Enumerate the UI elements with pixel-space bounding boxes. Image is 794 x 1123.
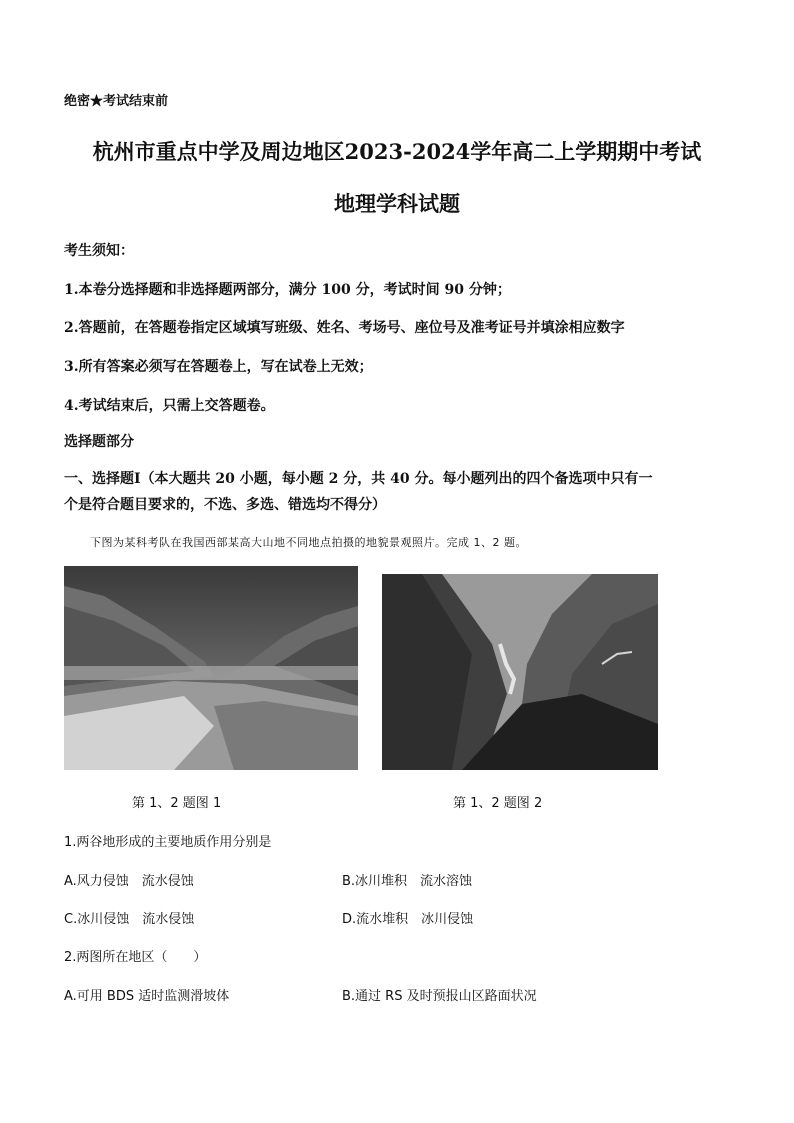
section-heading-line2: 个是符合题目要求的，不选、多选、错选均不得分） <box>64 497 386 513</box>
notice-item: 3.所有答案必须写在答题卷上，写在试卷上无效； <box>64 359 373 375</box>
figure-1-photo <box>64 566 358 770</box>
glacial-valley-image <box>64 566 358 770</box>
figure-1-caption: 第 1、2 题图 1 <box>132 796 222 811</box>
question-intro: 下图为某科考队在我国西部某高大山地不同地点拍摄的地貌景观照片。完成 1、2 题。 <box>90 536 527 549</box>
question-2-option-b: B.通过 RS 及时预报山区路面状况 <box>342 989 537 1004</box>
subject-title: 地理学科试题 <box>334 191 460 216</box>
notice-item: 4.考试结束后，只需上交答题卷。 <box>64 398 275 414</box>
question-2-option-a: A.可用 BDS 适时监测滑坡体 <box>64 989 230 1004</box>
river-valley-image <box>382 574 658 770</box>
question-1-option-a: A.风力侵蚀 流水侵蚀 <box>64 874 194 889</box>
question-1-stem: 1.两谷地形成的主要地质作用分别是 <box>64 835 272 850</box>
notice-heading: 考生须知： <box>64 243 134 259</box>
notice-item: 1.本卷分选择题和非选择题两部分，满分 100 分，考试时间 90 分钟； <box>64 282 511 298</box>
notice-item: 2.答题前，在答题卷指定区域填写班级、姓名、考场号、座位号及准考证号并填涂相应数字 <box>64 320 625 336</box>
question-1-option-c: C.冰川侵蚀 流水侵蚀 <box>64 912 195 927</box>
question-2-stem: 2.两图所在地区（ ） <box>64 950 207 965</box>
confidential-mark: 绝密★考试结束前 <box>64 94 169 109</box>
figure-2-caption: 第 1、2 题图 2 <box>453 796 543 811</box>
figure-2-photo <box>382 574 658 770</box>
part-label: 选择题部分 <box>64 434 134 450</box>
section-heading-line1: 一、选择题Ⅰ（本大题共 20 小题，每小题 2 分，共 40 分。每小题列出的四个备选项中只有一 <box>64 471 653 487</box>
exam-title: 杭州市重点中学及周边地区2023-2024学年高二上学期期中考试 <box>92 139 702 164</box>
question-1-option-b: B.冰川堆积 流水溶蚀 <box>342 874 473 889</box>
question-1-option-d: D.流水堆积 冰川侵蚀 <box>342 912 474 927</box>
